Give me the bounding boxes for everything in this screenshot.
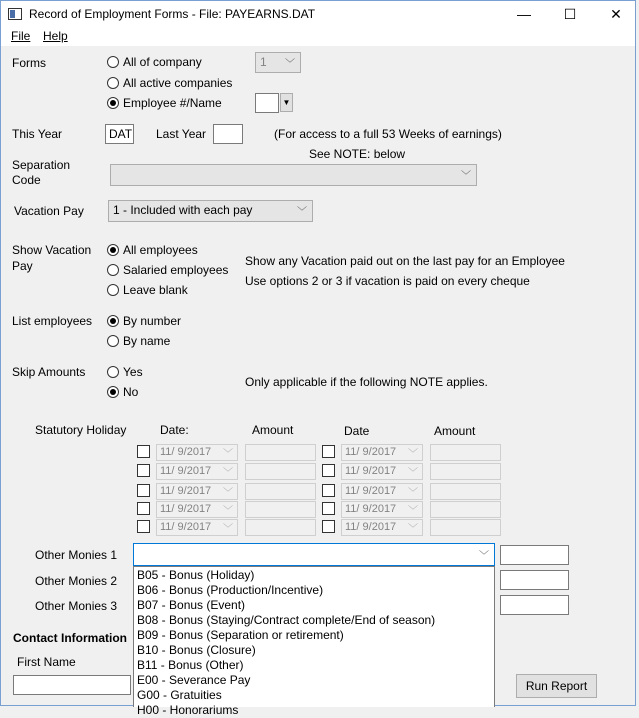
radio-all-employees[interactable]	[107, 244, 119, 256]
show-vacation-label-1: Show Vacation	[12, 243, 92, 257]
company-select[interactable]	[255, 52, 301, 73]
radio-skip-no-label: No	[123, 385, 139, 399]
dropdown-option[interactable]: B09 - Bonus (Separation or retirement)	[137, 628, 344, 642]
holiday-amount-right	[430, 519, 501, 536]
radio-by-name[interactable]	[107, 335, 119, 347]
holiday-amount-right	[430, 501, 501, 518]
col-amount-1: Amount	[252, 423, 294, 437]
dropdown-option[interactable]: B06 - Bonus (Production/Incentive)	[137, 583, 324, 597]
vacation-pay-label: Vacation Pay	[14, 204, 84, 218]
holiday-date-left-value: 11/ 9/2017	[160, 503, 212, 515]
radio-leave-blank[interactable]	[107, 284, 119, 296]
vacation-pay-value: 1 - Included with each pay	[113, 203, 253, 217]
vacation-pay-select[interactable]	[108, 200, 313, 222]
holiday-date-left	[156, 463, 238, 480]
holiday-checkbox-left[interactable]	[137, 464, 150, 477]
chevron-down-icon: ﹀	[408, 468, 418, 479]
chevron-down-icon: ﹀	[461, 171, 471, 182]
holiday-checkbox-right[interactable]	[322, 484, 335, 497]
holiday-amount-left	[245, 463, 316, 480]
company-select-value: 1	[260, 55, 267, 69]
chevron-down-icon: ﹀	[408, 449, 418, 460]
contact-info-header: Contact Information	[13, 631, 127, 645]
radio-employee[interactable]	[107, 97, 119, 109]
holiday-date-right-value: 11/ 9/2017	[345, 485, 397, 497]
holiday-amount-left	[245, 483, 316, 500]
radio-all-active[interactable]	[107, 77, 119, 89]
chevron-down-icon: ﹀	[223, 449, 233, 460]
holiday-date-right	[341, 519, 423, 536]
holiday-date-right	[341, 444, 423, 461]
dropdown-option[interactable]: E00 - Severance Pay	[137, 673, 251, 687]
menu-help-label: Help	[43, 29, 68, 43]
radio-salaried[interactable]	[107, 264, 119, 276]
holiday-amount-left	[245, 444, 316, 461]
holiday-date-left-value: 11/ 9/2017	[160, 485, 212, 497]
last-year-input[interactable]	[213, 124, 243, 144]
holiday-checkbox-left[interactable]	[137, 520, 150, 533]
other-monies-1-amount[interactable]	[500, 545, 569, 565]
chevron-down-icon: ﹀	[223, 524, 233, 535]
col-date-1: Date:	[160, 423, 189, 437]
chevron-down-icon: ﹀	[408, 488, 418, 499]
holiday-date-left	[156, 483, 238, 500]
holiday-amount-right	[430, 483, 501, 500]
employee-dropdown-button[interactable]: ▼	[280, 93, 293, 112]
other-monies-1-select[interactable]	[133, 543, 495, 566]
holiday-date-right	[341, 501, 423, 518]
holiday-date-right-value: 11/ 9/2017	[345, 503, 397, 515]
radio-all-active-label: All active companies	[123, 76, 233, 90]
radio-employee-label: Employee #/Name	[123, 96, 222, 110]
see-note-text: See NOTE: below	[309, 147, 406, 161]
stat-holiday-label: Statutory Holiday	[35, 423, 127, 437]
radio-all-employees-label: All employees	[123, 243, 198, 257]
holiday-date-left	[156, 519, 238, 536]
menu-help[interactable]	[43, 29, 68, 43]
holiday-date-left-value: 11/ 9/2017	[160, 521, 212, 533]
holiday-date-left-value: 11/ 9/2017	[160, 446, 212, 458]
app-icon	[8, 8, 22, 20]
last-year-label: Last Year	[156, 127, 207, 141]
other-monies-3-label: Other Monies 3	[35, 599, 118, 613]
employee-input[interactable]	[255, 93, 279, 113]
holiday-amount-right	[430, 463, 501, 480]
holiday-checkbox-right[interactable]	[322, 502, 335, 515]
run-report-button[interactable]: Run Report	[516, 674, 597, 698]
first-name-label: First Name	[17, 655, 76, 669]
radio-by-number-label: By number	[123, 314, 182, 328]
separation-code-select[interactable]	[110, 164, 477, 186]
separation-label-1: Separation	[12, 158, 71, 172]
chevron-down-icon: ﹀	[285, 59, 295, 70]
holiday-date-right	[341, 483, 423, 500]
first-name-input[interactable]	[13, 675, 131, 695]
holiday-amount-left	[245, 519, 316, 536]
chevron-down-icon: ﹀	[297, 207, 307, 218]
chevron-down-icon: ﹀	[408, 506, 418, 517]
dropdown-option[interactable]: B05 - Bonus (Holiday)	[137, 568, 255, 582]
dropdown-option[interactable]: B10 - Bonus (Closure)	[137, 643, 256, 657]
other-monies-2-amount[interactable]	[500, 570, 569, 590]
chevron-down-icon: ﹀	[223, 506, 233, 517]
radio-all-company[interactable]	[107, 56, 119, 68]
separation-label-2: Code	[12, 173, 41, 187]
holiday-date-right-value: 11/ 9/2017	[345, 446, 397, 458]
skip-amounts-label: Skip Amounts	[12, 365, 86, 379]
radio-by-number[interactable]	[107, 315, 119, 327]
holiday-checkbox-right[interactable]	[322, 464, 335, 477]
holiday-checkbox-left[interactable]	[137, 502, 150, 515]
holiday-amount-left	[245, 501, 316, 518]
minimize-button[interactable]: —	[517, 6, 531, 22]
menu-bar	[1, 28, 635, 46]
dropdown-option[interactable]: B11 - Bonus (Other)	[137, 658, 244, 672]
holiday-checkbox-left[interactable]	[137, 445, 150, 458]
forms-label: Forms	[12, 56, 46, 70]
window-title: Record of Employment Forms - File: PAYEARNS.DAT	[29, 7, 316, 21]
show-vacation-label-2: Pay	[12, 259, 33, 273]
holiday-amount-right	[430, 444, 501, 461]
this-year-input[interactable]: DAT	[105, 124, 134, 144]
skip-amounts-note: Only applicable if the following NOTE applies.	[245, 375, 488, 389]
other-monies-1-label: Other Monies 1	[35, 548, 118, 562]
menu-file-label: File	[11, 29, 31, 43]
chevron-down-icon: ﹀	[223, 468, 233, 479]
maximize-button[interactable]: ☐	[563, 6, 577, 22]
chevron-down-icon: ﹀	[479, 551, 489, 562]
vacation-note-1: Show any Vacation paid out on the last pay for an Employee	[245, 254, 565, 268]
radio-salaried-label: Salaried employees	[123, 263, 229, 277]
dropdown-option[interactable]: B07 - Bonus (Event)	[137, 598, 246, 612]
dropdown-option[interactable]: H00 - Honorariums	[137, 703, 239, 717]
chevron-down-icon: ﹀	[223, 488, 233, 499]
radio-skip-no[interactable]	[107, 386, 119, 398]
radio-leave-blank-label: Leave blank	[123, 283, 188, 297]
holiday-date-right	[341, 463, 423, 480]
list-employees-label: List employees	[12, 314, 93, 328]
vacation-note-2: Use options 2 or 3 if vacation is paid on every cheque	[245, 274, 530, 288]
other-monies-2-label: Other Monies 2	[35, 574, 118, 588]
col-date-2: Date	[344, 424, 370, 438]
chevron-down-icon: ﹀	[408, 524, 418, 535]
col-amount-2: Amount	[434, 424, 476, 438]
years-note: (For access to a full 53 Weeks of earnings)	[274, 127, 502, 141]
other-monies-3-amount[interactable]	[500, 595, 569, 615]
close-button[interactable]: ✕	[610, 6, 622, 22]
radio-all-company-label: All of company	[123, 55, 202, 69]
menu-file[interactable]	[11, 29, 30, 43]
radio-skip-yes[interactable]	[107, 366, 119, 378]
holiday-date-right-value: 11/ 9/2017	[345, 521, 397, 533]
holiday-checkbox-right[interactable]	[322, 445, 335, 458]
dropdown-option[interactable]: B08 - Bonus (Staying/Contract complete/End of season)	[137, 613, 436, 627]
dropdown-option[interactable]: G00 - Gratuities	[137, 688, 222, 702]
holiday-date-left-value: 11/ 9/2017	[160, 465, 212, 477]
radio-skip-yes-label: Yes	[123, 365, 143, 379]
holiday-checkbox-right[interactable]	[322, 520, 335, 533]
this-year-label: This Year	[12, 127, 63, 141]
holiday-date-right-value: 11/ 9/2017	[345, 465, 397, 477]
other-monies-dropdown-list	[133, 566, 495, 717]
holiday-checkbox-left[interactable]	[137, 484, 150, 497]
holiday-date-left	[156, 444, 238, 461]
title-bar	[1, 1, 635, 28]
radio-by-name-label: By name	[123, 334, 171, 348]
holiday-date-left	[156, 501, 238, 518]
